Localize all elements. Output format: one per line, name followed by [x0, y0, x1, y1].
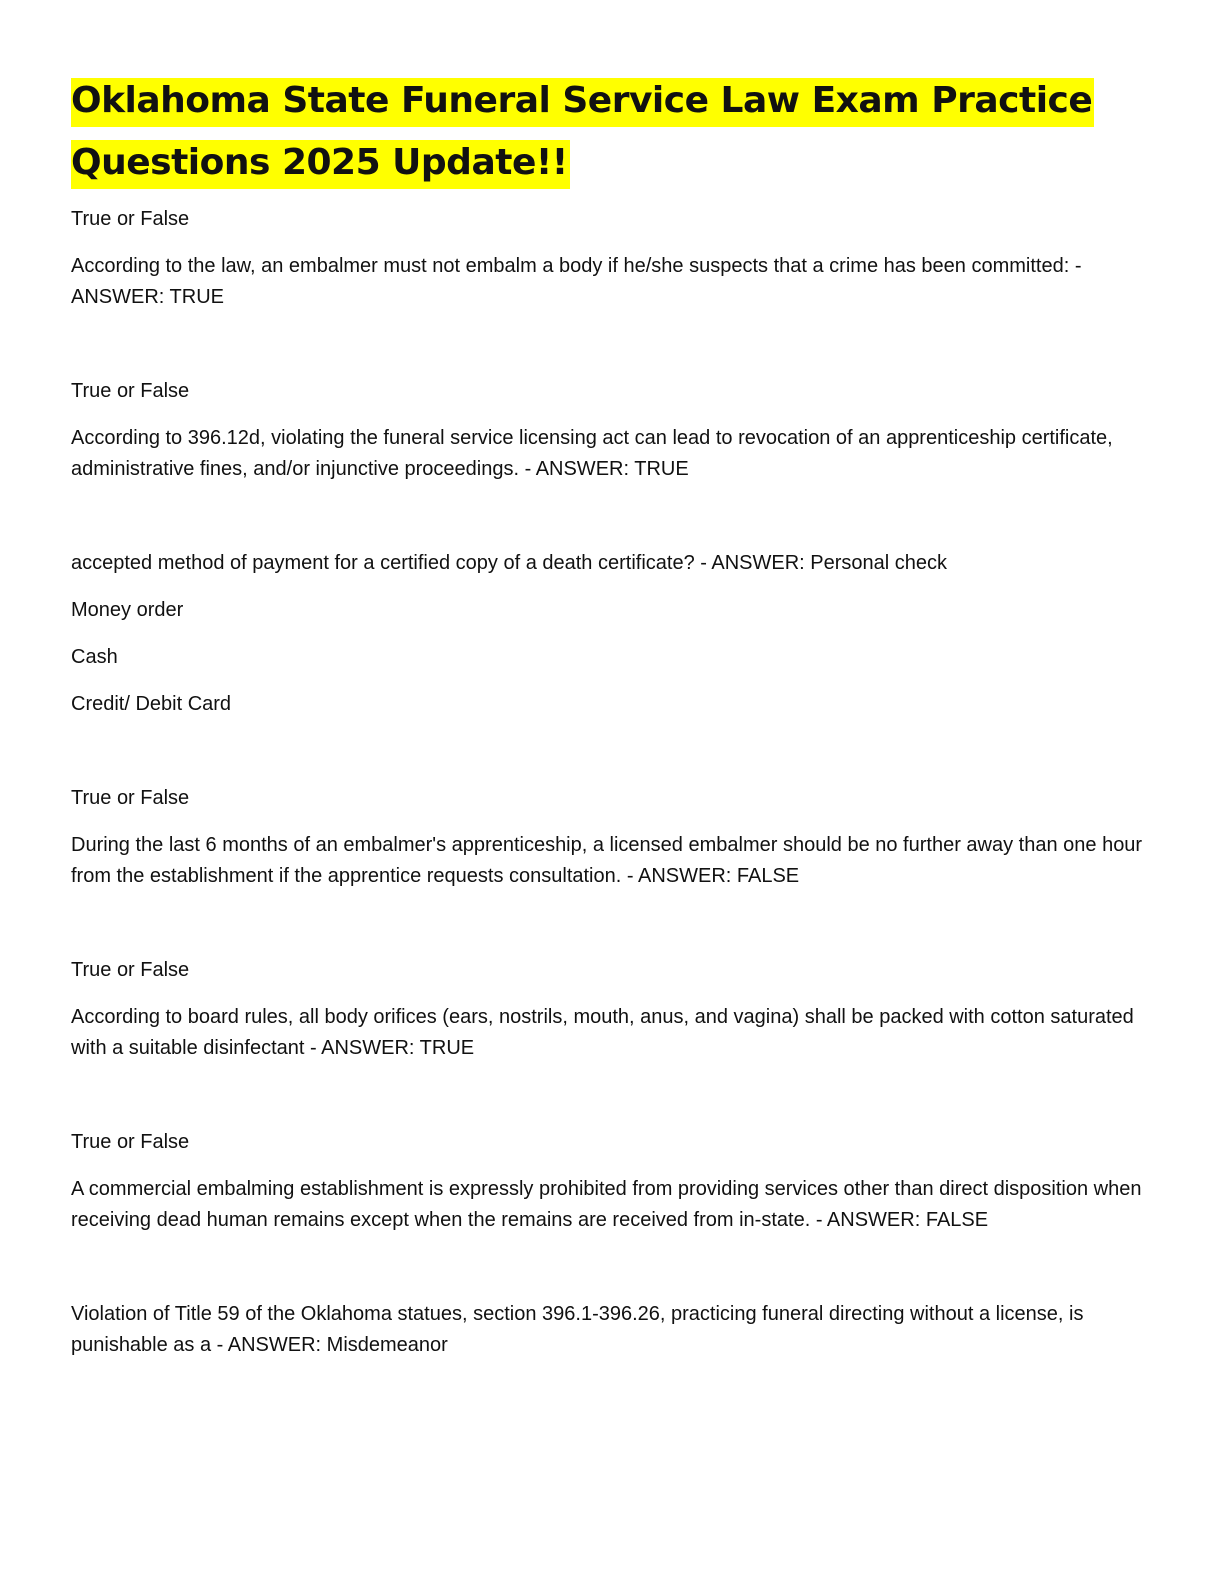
question-label: True or False	[71, 959, 190, 981]
spacer	[71, 908, 1151, 955]
answer-option: Cash	[71, 646, 118, 668]
question-label: True or False	[71, 380, 190, 402]
question-text: During the last 6 months of an embalmer's apprenticeship, a licensed embalmer should be no further away than one hour from the establishment if the apprentice requests consultation. - ANSWER: FALSE	[71, 834, 1143, 887]
question-text: accepted method of payment for a certified copy of a death certificate? - ANSWER: Personal check	[71, 552, 947, 574]
spacer	[71, 1252, 1151, 1299]
question-text: A commercial embalming establishment is expressly prohibited from providing services other than direct disposition when receiving dead human remains except when the remains are received from in-state. - ANSWER: FALSE	[71, 1178, 1142, 1231]
spacer	[71, 501, 1151, 548]
answer-option: Credit/ Debit Card	[71, 693, 232, 715]
question-text: According to the law, an embalmer must not embalm a body if he/she suspects that a crime has been committed: - ANSWER: TRUE	[71, 255, 1082, 308]
question-label: True or False	[71, 1131, 190, 1153]
spacer	[71, 329, 1151, 376]
question-label: True or False	[71, 787, 190, 809]
question-text: According to 396.12d, violating the funeral service licensing act can lead to revocation of an apprenticeship certificate, administrative fines, and/or injunctive proceedings. - ANSWER: TRUE	[71, 427, 1113, 480]
document-page	[71, 70, 1151, 1377]
question-label: True or False	[71, 208, 190, 230]
spacer	[71, 736, 1151, 783]
spacer	[71, 1080, 1151, 1127]
question-text: According to board rules, all body orifices (ears, nostrils, mouth, anus, and vagina) shall be packed with cotton saturated with a suitable disinfectant - ANSWER: TRUE	[71, 1006, 1134, 1059]
title-highlight-line-1: Oklahoma State Funeral Service Law Exam Practice	[71, 78, 1094, 127]
question-text: Violation of Title 59 of the Oklahoma statues, section 396.1-396.26, practicing funeral directing without a license, is punishable as a - ANSWER: Misdemeanor	[71, 1303, 1084, 1356]
title-highlight-line-2: Questions 2025 Update!!	[71, 140, 570, 189]
document-title	[71, 70, 1151, 194]
answer-option: Money order	[71, 599, 184, 621]
